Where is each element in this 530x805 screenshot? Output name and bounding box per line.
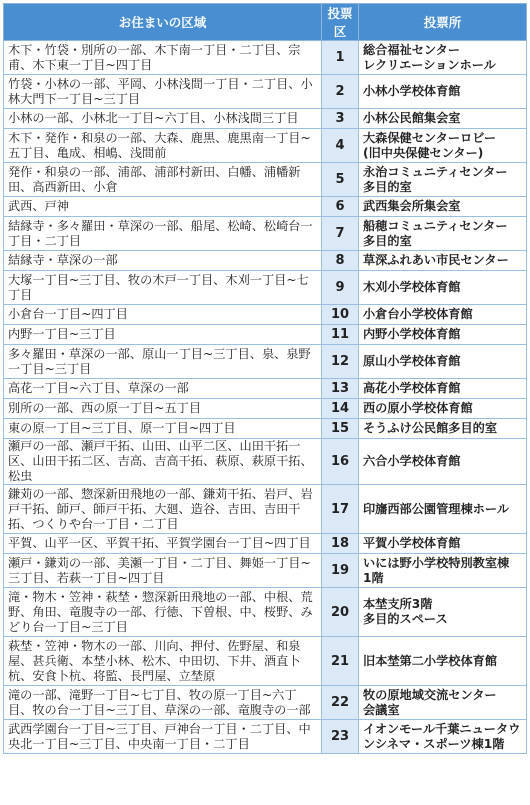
district-number-cell: 1 [322, 41, 359, 75]
polling-place-cell: 牧の原地域交流センター 会議室 [359, 686, 527, 720]
area-cell: 鎌苅の一部、惣深新田飛地の一部、鎌苅干拓、岩戸、岩戸干拓、師戸、師戸干拓、大廻、造谷、吉田、吉田干拓、つくりや台一丁目・二丁目 [4, 485, 322, 534]
table-row [4, 720, 527, 754]
district-number-cell: 15 [322, 419, 359, 439]
polling-place-cell: 高花小学校体育館 [359, 379, 527, 399]
polling-place-cell: 本埜支所3階 多目的スペース [359, 588, 527, 637]
table-row [4, 305, 527, 325]
district-number-cell: 20 [322, 588, 359, 637]
polling-place-cell: イオンモール千葉ニュータウ ンシネマ・スポーツ棟1階 [359, 720, 527, 754]
polling-place-cell: いには野小学校特別教室棟 1階 [359, 554, 527, 588]
table-row [4, 41, 527, 75]
district-number-cell: 21 [322, 637, 359, 686]
district-number-cell: 18 [322, 534, 359, 554]
table-row [4, 251, 527, 271]
area-cell: 小倉台一丁目~四丁目 [4, 305, 322, 325]
district-number-cell: 10 [322, 305, 359, 325]
area-cell: 大塚一丁目~三丁目、牧の木戸一丁目、木刈一丁目~七丁目 [4, 271, 322, 305]
table-row [4, 217, 527, 251]
area-cell: 瀬戸の一部、瀬戸干拓、山田、山平二区、山田干拓一区、山田干拓二区、吉高、吉高干拓、萩原、萩原干拓、松虫 [4, 439, 322, 485]
polling-place-cell: 草深ふれあい市民センター [359, 251, 527, 271]
polling-place-cell: 大森保健センターロビー (旧中央保健センター) [359, 129, 527, 163]
polling-place-cell: 小林公民館集会室 [359, 109, 527, 129]
district-number-cell: 8 [322, 251, 359, 271]
area-cell: 平賀、山平一区、平賀干拓、平賀学園台一丁目~四丁目 [4, 534, 322, 554]
area-cell: 滝・物木・笠神・萩埜・惣深新田飛地の一部、中根、荒野、角田、竜腹寺の一部、行徳、下曽根、中、桜野、みどり台一丁目~三丁目 [4, 588, 322, 637]
table-row [4, 75, 527, 109]
district-number-cell: 16 [322, 439, 359, 485]
table-row [4, 197, 527, 217]
area-cell: 竹袋・小林の一部、平岡、小林浅間一丁目・二丁目、小林大門下一丁目~三丁目 [4, 75, 322, 109]
table-row [4, 399, 527, 419]
polling-place-cell: 永治コミュニティセンター 多目的室 [359, 163, 527, 197]
polling-place-cell: 原山小学校体育館 [359, 345, 527, 379]
table-row [4, 419, 527, 439]
district-number-cell: 17 [322, 485, 359, 534]
area-cell: 瀬戸・鎌苅の一部、美瀬一丁目・二丁目、舞姫一丁目~三丁目、若萩一丁目~四丁目 [4, 554, 322, 588]
polling-place-cell: 武西集会所集会室 [359, 197, 527, 217]
area-cell: 発作・和泉の一部、浦部、浦部村新田、白幡、浦幡新田、高西新田、小倉 [4, 163, 322, 197]
district-number-cell: 2 [322, 75, 359, 109]
polling-place-cell: 六合小学校体育館 [359, 439, 527, 485]
district-number-cell: 12 [322, 345, 359, 379]
area-cell: 木下・発作・和泉の一部、大森、鹿黒、鹿黒南一丁目~五丁目、亀成、相嶋、浅間前 [4, 129, 322, 163]
polling-place-cell: そうふけ公民館多目的室 [359, 419, 527, 439]
district-number-cell: 3 [322, 109, 359, 129]
district-number-cell: 9 [322, 271, 359, 305]
district-number-cell: 13 [322, 379, 359, 399]
district-number-cell: 7 [322, 217, 359, 251]
table-row [4, 554, 527, 588]
area-cell: 東の原一丁目~三丁目、原一丁目~四丁目 [4, 419, 322, 439]
polling-place-cell: 小倉台小学校体育館 [359, 305, 527, 325]
area-cell: 武西、戸神 [4, 197, 322, 217]
polling-place-table [3, 3, 527, 754]
polling-place-cell: 船穂コミュニティセンター 多目的室 [359, 217, 527, 251]
area-cell: 木下・竹袋・別所の一部、木下南一丁目・二丁目、宗甫、木下東一丁目~四丁目 [4, 41, 322, 75]
polling-place-cell: 旧本埜第二小学校体育館 [359, 637, 527, 686]
area-cell: 多々羅田・草深の一部、原山一丁目~三丁目、泉、泉野一丁目~三丁目 [4, 345, 322, 379]
district-number-cell: 5 [322, 163, 359, 197]
table-row [4, 637, 527, 686]
district-number-cell: 19 [322, 554, 359, 588]
polling-place-cell: 内野小学校体育館 [359, 325, 527, 345]
polling-place-cell: 総合福祉センター レクリエーションホール [359, 41, 527, 75]
table-row [4, 588, 527, 637]
area-cell: 滝の一部、滝野一丁目~七丁目、牧の原一丁目~六丁目、牧の台一丁目~三丁目、草深の一部、竜腹寺の一部 [4, 686, 322, 720]
district-number-cell: 6 [322, 197, 359, 217]
polling-place-cell: 小林小学校体育館 [359, 75, 527, 109]
table-row [4, 534, 527, 554]
area-cell: 萩埜・笠神・物木の一部、川向、押付、佐野屋、和泉屋、甚兵衛、本埜小林、松木、中田切、下井、酒直卜杭、安食卜杭、将監、長門屋、立埜原 [4, 637, 322, 686]
polling-place-cell: 平賀小学校体育館 [359, 534, 527, 554]
polling-place-cell: 西の原小学校体育館 [359, 399, 527, 419]
polling-table-container [3, 3, 526, 754]
table-header-row [4, 4, 527, 41]
header-district: 投票区 [322, 4, 359, 41]
table-row [4, 345, 527, 379]
area-cell: 高花一丁目~六丁目、草深の一部 [4, 379, 322, 399]
header-place: 投票所 [359, 4, 527, 41]
table-row [4, 163, 527, 197]
table-row [4, 485, 527, 534]
area-cell: 小林の一部、小林北一丁目~六丁目、小林浅間三丁目 [4, 109, 322, 129]
table-row [4, 439, 527, 485]
table-row [4, 271, 527, 305]
table-row [4, 686, 527, 720]
district-number-cell: 22 [322, 686, 359, 720]
polling-place-cell: 印旛西部公園管理棟ホール [359, 485, 527, 534]
table-row [4, 325, 527, 345]
area-cell: 別所の一部、西の原一丁目~五丁目 [4, 399, 322, 419]
area-cell: 武西学園台一丁目~三丁目、戸神台一丁目・二丁目、中央北一丁目~三丁目、中央南一丁目・二丁目 [4, 720, 322, 754]
district-number-cell: 23 [322, 720, 359, 754]
area-cell: 結縁寺・草深の一部 [4, 251, 322, 271]
polling-place-cell: 木刈小学校体育館 [359, 271, 527, 305]
table-body [4, 41, 527, 754]
district-number-cell: 11 [322, 325, 359, 345]
area-cell: 内野一丁目~三丁目 [4, 325, 322, 345]
table-row [4, 379, 527, 399]
area-cell: 結縁寺・多々羅田・草深の一部、船尾、松崎、松崎台一丁目・二丁目 [4, 217, 322, 251]
table-row [4, 129, 527, 163]
table-row [4, 109, 527, 129]
district-number-cell: 14 [322, 399, 359, 419]
header-area: お住まいの区域 [4, 4, 322, 41]
district-number-cell: 4 [322, 129, 359, 163]
